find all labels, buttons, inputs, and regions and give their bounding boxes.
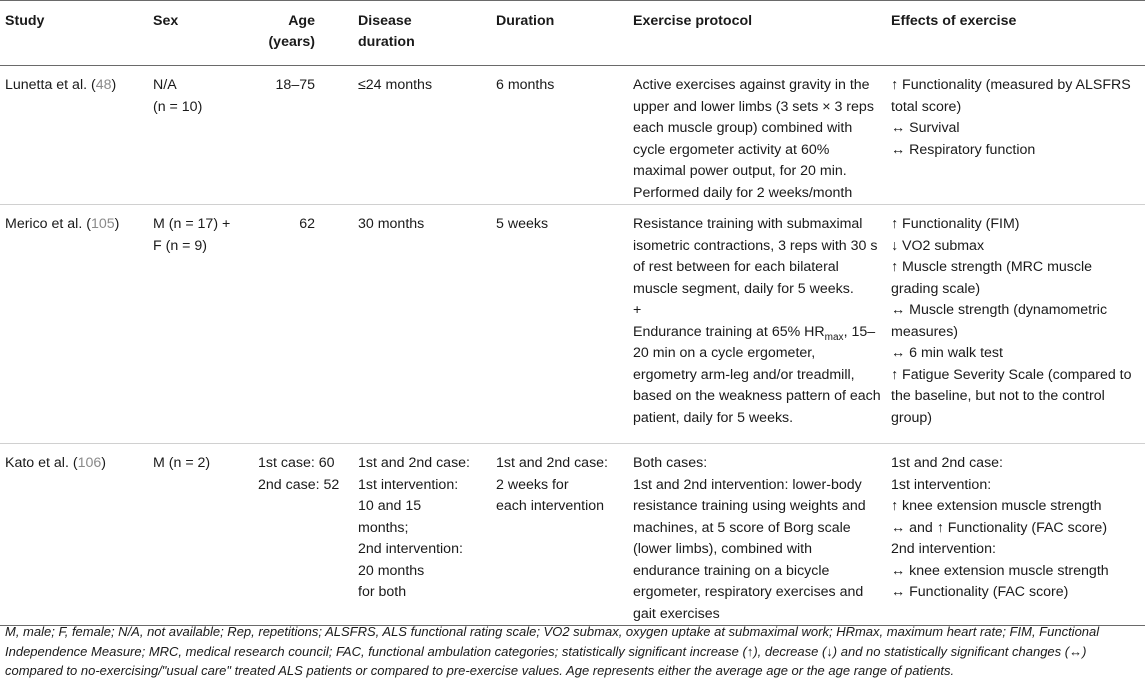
effects-cell: 1st and 2nd case: 1st intervention: ↑ knee extension muscle strength ↔ and ↑ Functionality (FAC score) 2nd intervention: ↔ knee extension muscle strength ↔ Functionality (FAC score) <box>886 444 1145 626</box>
duration-cell: 5 weeks <box>491 205 628 444</box>
disease-duration-cell: 30 months <box>353 205 491 444</box>
protocol-cell: Resistance training with submaximal isometric contractions, 3 reps with 30 s of rest between for each bilateral muscle segment, daily for 5 weeks. + Endurance training at 65% $HR_{max}$, 15–20 min on a cycle ergometer, ergometry arm-leg and/or treadmill, based on the weakness pattern of each patient, daily for 5 weeks. <box>628 205 886 444</box>
reference-link[interactable]: 106 <box>77 455 102 471</box>
study-cell: Kato et al. (106) <box>0 444 148 626</box>
header-study: Study <box>0 1 148 66</box>
header-row <box>0 1 1145 66</box>
disease-duration-cell: 1st and 2nd case: 1st intervention: 10 and 15 months; 2nd intervention: 20 months for both <box>353 444 491 626</box>
protocol-cell: Active exercises against gravity in the upper and lower limbs (3 sets × 3 reps each muscle group) combined with cycle ergometer activity at 60% maximal power output, for 20 min. Performed daily for 2 weeks/month <box>633 77 874 201</box>
effects-cell: ↑ Functionality (measured by ALSFRS total score) ↔ Survival ↔ Respiratory function <box>891 77 1131 158</box>
sex-cell: N/A (n = 10) <box>153 77 203 115</box>
table-row <box>0 66 1145 205</box>
duration-cell: 6 months <box>496 77 555 93</box>
table-footnote: M, male; F, female; N/A, not available; Rep, repetitions; ALSFRS, ALS functional rating scale; VO2 submax, oxygen uptake at submaximal work; HRmax, maximum heart rate; FIM, Functional Independence Measure; MRC, medical research council; FAC, functional ambulation categories; statistically significant increase (↑), decrease (↓) and no statistically significant changes (↔) compared to no-exercising/"usual care" treated ALS patients or compared to pre-exercise values. Age represents either the average age or the age range of patients. <box>5 624 1100 678</box>
reference-link[interactable]: 48 <box>95 77 112 93</box>
sex-cell: M (n = 2) <box>148 444 253 626</box>
header-protocol: Exercise protocol <box>628 1 886 66</box>
age-cell: 18–75 <box>275 77 315 93</box>
header-effects: Effects of exercise <box>886 1 1145 66</box>
protocol-cell: Both cases: 1st and 2nd intervention: lower-body resistance training using weights and machines, at 5 score of Borg scale (lower limbs), combined with endurance training on a bicycle ergometer, respiratory exercises and gait exercises <box>628 444 886 626</box>
header-sex: Sex <box>148 1 253 66</box>
disease-duration-cell: ≤24 months <box>358 77 433 93</box>
duration-cell: 1st and 2nd case: 2 weeks for each intervention <box>491 444 628 626</box>
reference-link[interactable]: 105 <box>90 216 115 232</box>
header-disease-duration: Disease duration <box>353 1 491 66</box>
age-cell: 62 <box>253 205 353 444</box>
table-row <box>0 205 1145 444</box>
study-cell: Merico et al. (105) <box>0 205 148 444</box>
header-age: Age (years) <box>253 1 353 66</box>
age-cell: 1st case: 60 2nd case: 52 <box>253 444 353 626</box>
header-duration: Duration <box>491 1 628 66</box>
sex-cell: M (n = 17) + F (n = 9) <box>148 205 253 444</box>
study-cell: Lunetta et al. (48) <box>5 77 117 93</box>
table-row <box>0 444 1145 626</box>
effects-cell: ↑ Functionality (FIM) ↓ VO2 submax ↑ Muscle strength (MRC muscle grading scale) ↔ Muscle strength (dynamometric measures) ↔ 6 min walk test ↑ Fatigue Severity Scale (compared to the baseline, but not to the control group) <box>886 205 1145 444</box>
